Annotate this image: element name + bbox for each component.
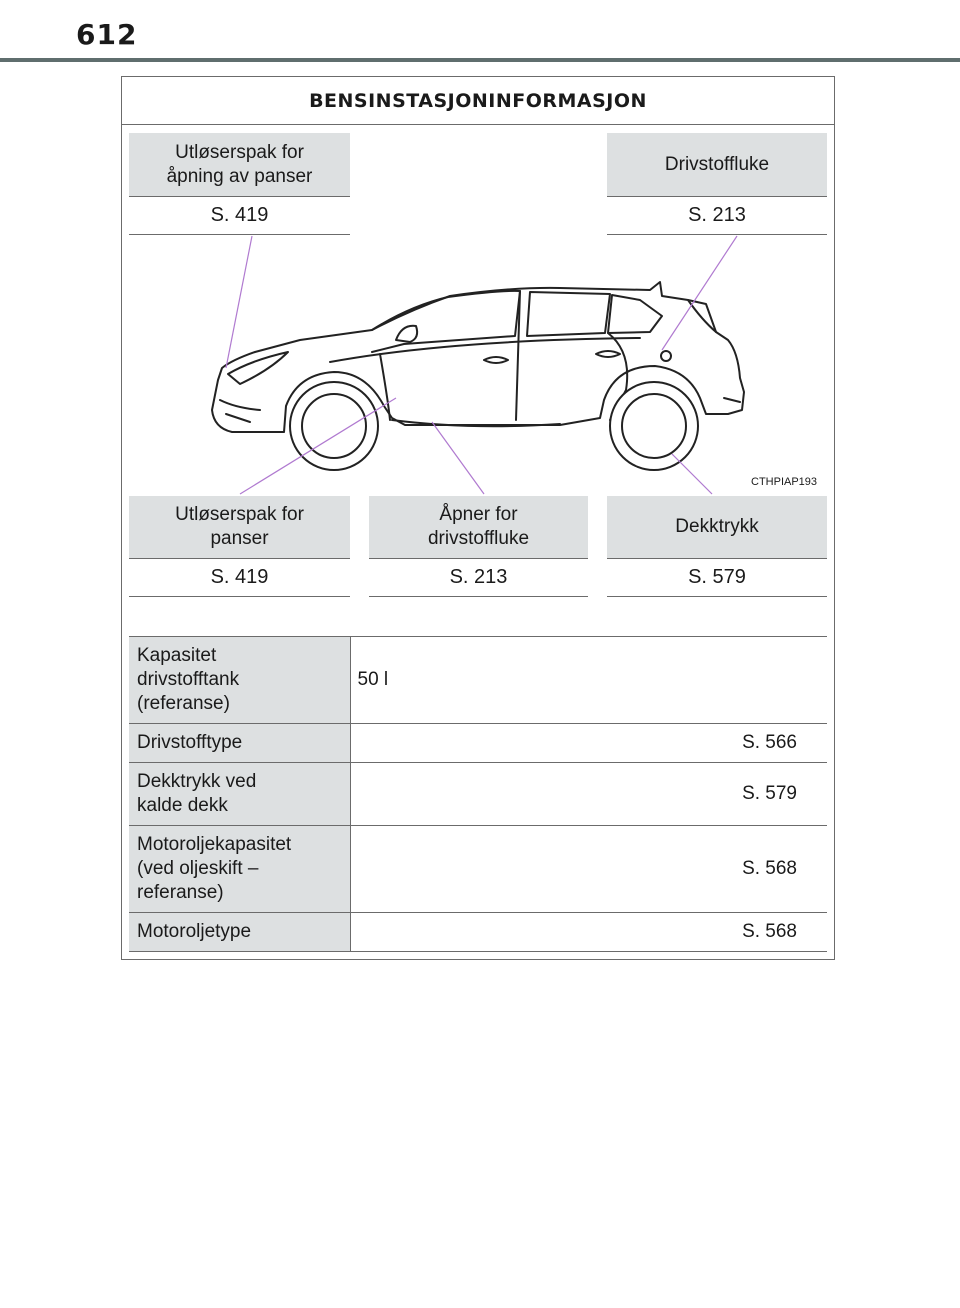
spec-label: Motoroljetype	[129, 913, 350, 952]
callout-hood-release-lever-page: S. 419	[129, 197, 350, 235]
callout-fuel-door-page: S. 213	[607, 197, 827, 235]
callout-fuel-door-opener-page: S. 213	[369, 559, 588, 597]
spec-value: S. 579	[350, 763, 827, 826]
callout-hood-release-lever: Utløserspak for åpning av panser	[129, 133, 350, 197]
callout-fuel-door: Drivstoffluke	[607, 133, 827, 197]
table-row	[129, 637, 827, 724]
spec-label: Dekktrykk ved kalde dekk	[129, 763, 350, 826]
spec-label: Kapasitet drivstofftank (referanse)	[129, 637, 350, 724]
table-row	[129, 913, 827, 952]
frame-title: BENSINSTASJONINFORMASJON	[122, 77, 834, 125]
spec-value: 50 l	[350, 637, 827, 724]
callout-tire-pressure-page: S. 579	[607, 559, 827, 597]
table-row	[129, 724, 827, 763]
page-number: 612	[76, 18, 138, 51]
spec-value: S. 568	[350, 826, 827, 913]
callout-fuel-door-opener: Åpner for drivstoffluke	[369, 496, 588, 559]
callout-hood-lever: Utløserspak for panser	[129, 496, 350, 559]
car-side-illustration	[0, 0, 960, 520]
spec-label: Drivstofftype	[129, 724, 350, 763]
spec-value: S. 568	[350, 913, 827, 952]
image-code: CTHPIAP193	[751, 476, 818, 488]
spec-table	[129, 636, 827, 952]
spec-label: Motoroljekapasitet (ved oljeskift – referanse)	[129, 826, 350, 913]
spec-value: S. 566	[350, 724, 827, 763]
table-row	[129, 763, 827, 826]
callout-hood-lever-page: S. 419	[129, 559, 350, 597]
callout-tire-pressure: Dekktrykk	[607, 496, 827, 559]
table-row	[129, 826, 827, 913]
